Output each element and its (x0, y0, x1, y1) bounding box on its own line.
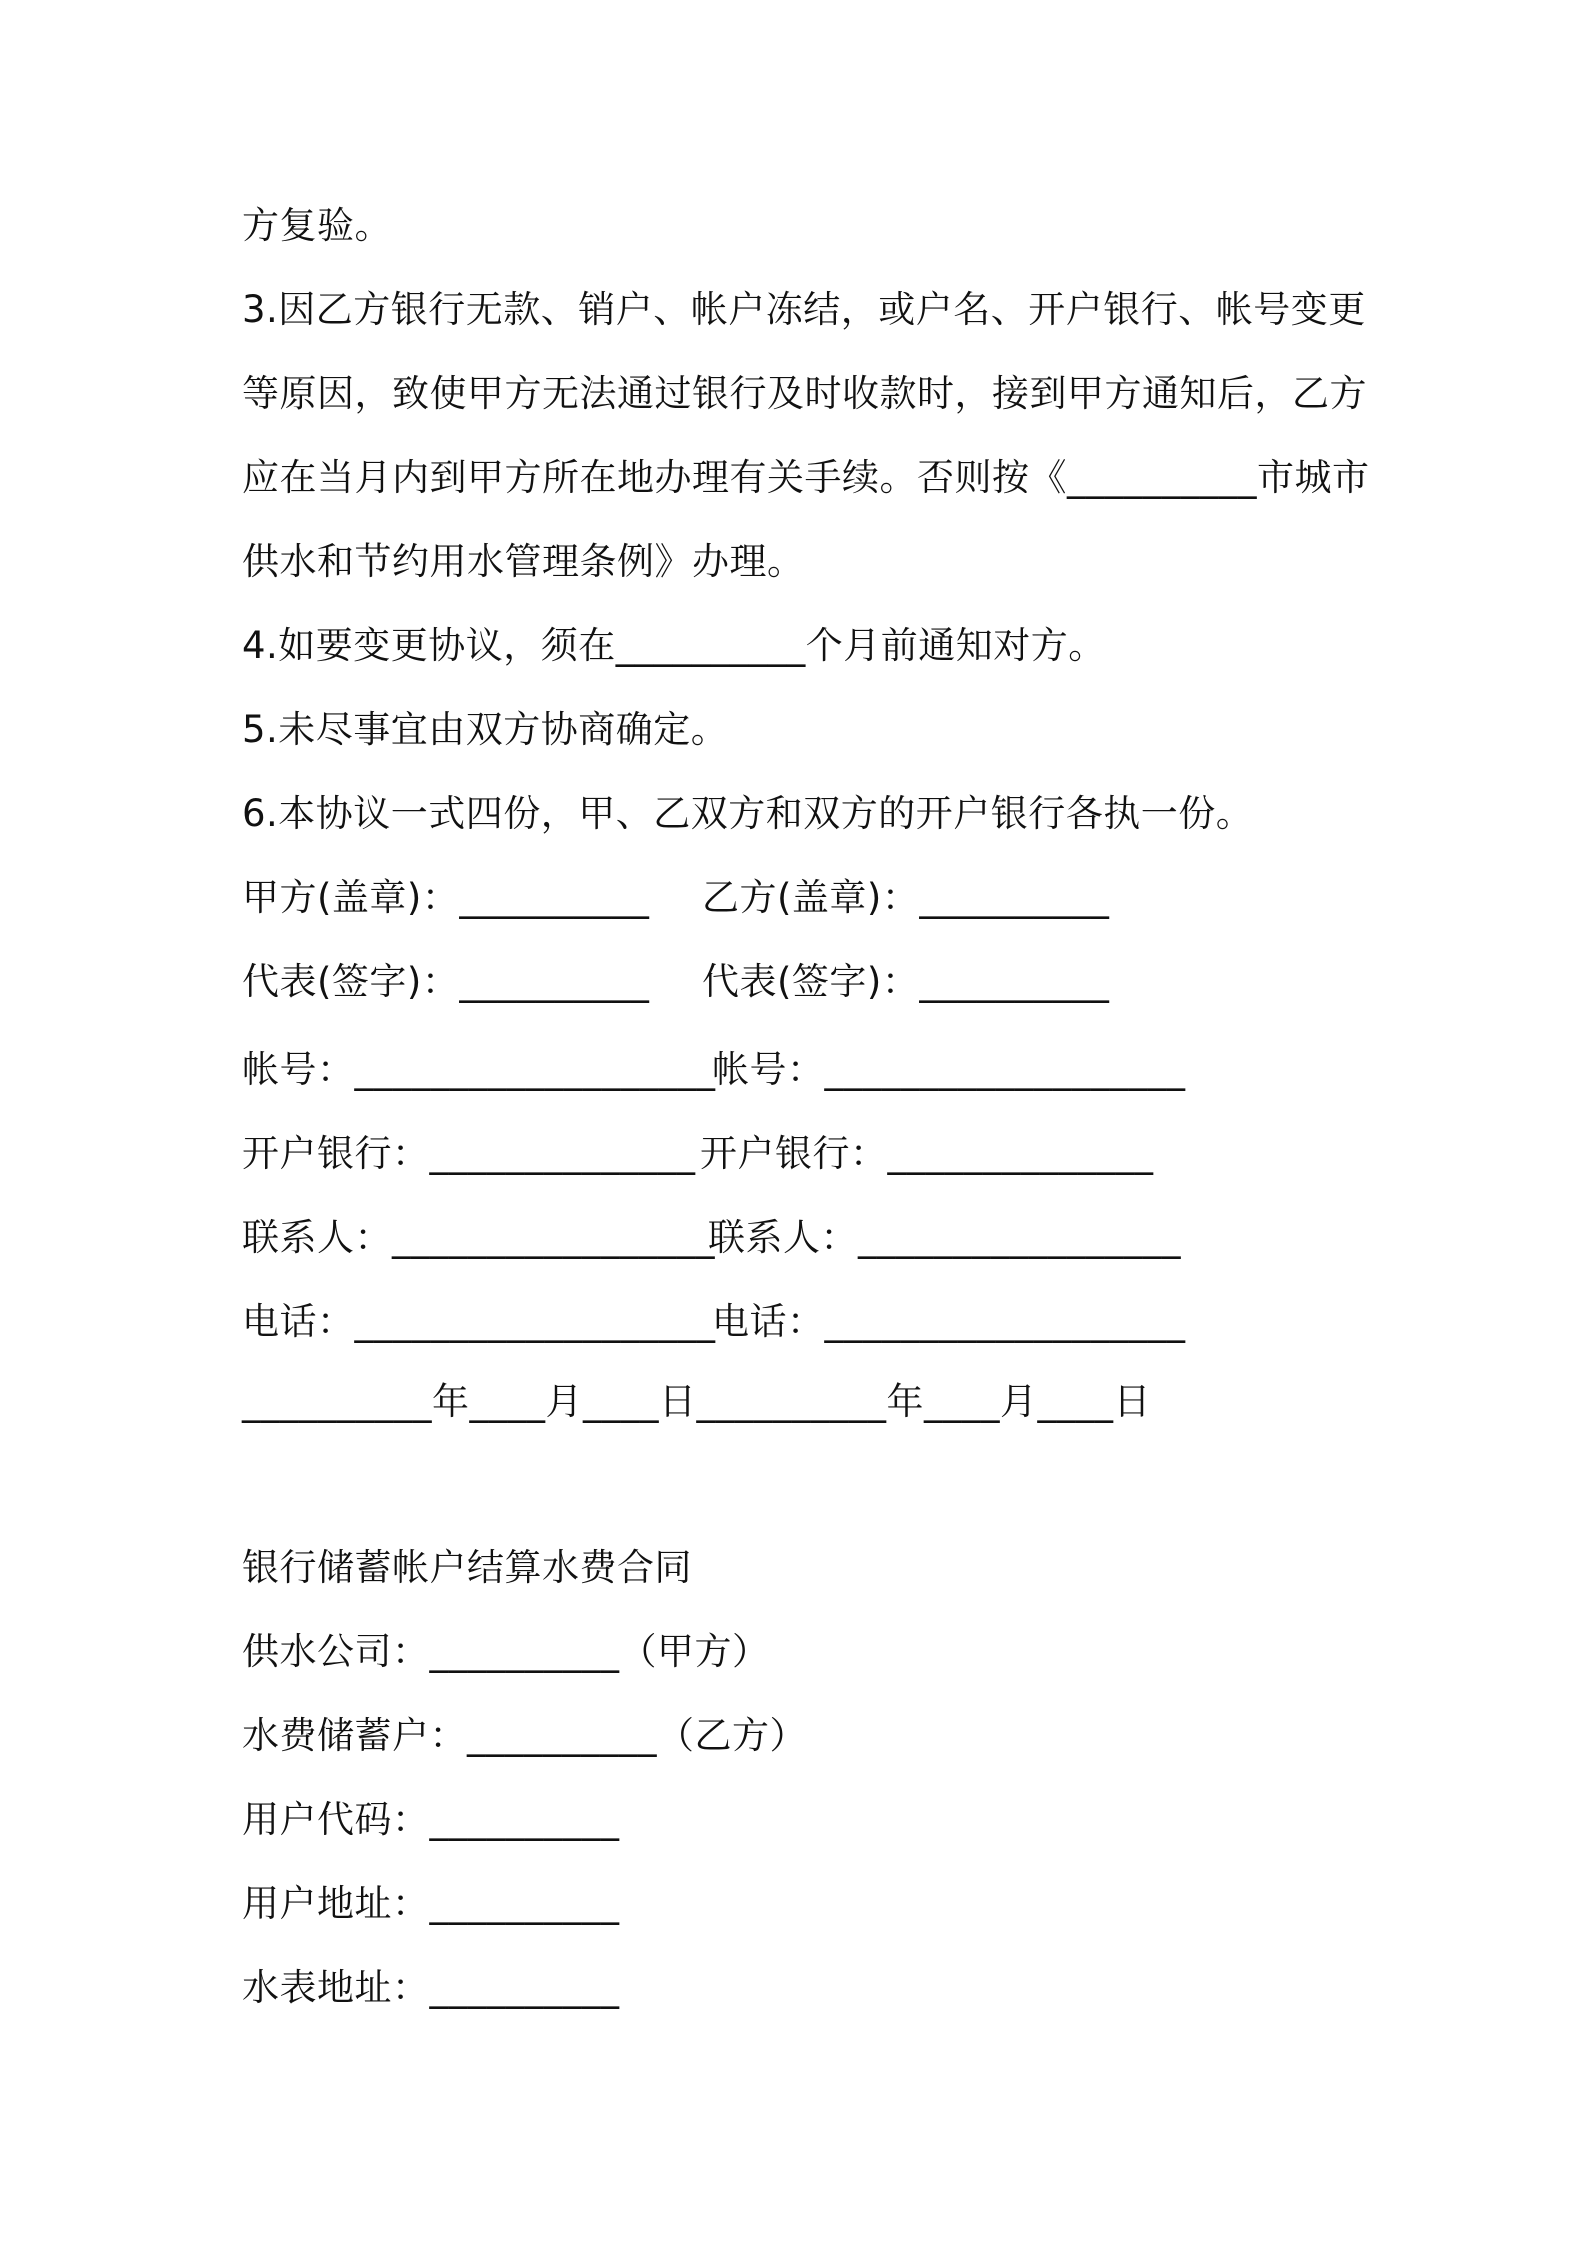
contract-title: 银行储蓄帐户结算水费合同 (242, 1546, 692, 1589)
user-code-field: 用户代码：__________ (242, 1798, 620, 1841)
paragraph-line: 等原因，致使甲方无法通过银行及时收款时，接到甲方通知后，乙方 (242, 372, 1367, 415)
party-b-contact-field: 联系人：_________________ (708, 1216, 1181, 1259)
paragraph-line: 5.未尽事宜由双方协商确定。 (242, 708, 729, 751)
party-a-contact-field: 联系人：_________________ (242, 1216, 715, 1259)
party-a-account-field: 帐号：___________________ (242, 1048, 716, 1091)
party-b-seal-field: 乙方(盖章)：__________ (702, 876, 1110, 919)
party-b-account-field: 帐号：___________________ (712, 1048, 1186, 1091)
party-b-representative-field: 代表(签字)：__________ (702, 960, 1110, 1003)
date-line: __________年____月____日__________年____月____日 (242, 1380, 1151, 1423)
paragraph-line: 方复验。 (242, 204, 392, 247)
party-b-bank-field: 开户银行：______________ (700, 1132, 1154, 1175)
paragraph-line: 6.本协议一式四份，甲、乙双方和双方的开户银行各执一份。 (242, 792, 1254, 835)
party-a-bank-field: 开户银行：______________ (242, 1132, 696, 1175)
party-a-representative-field: 代表(签字)：__________ (242, 960, 650, 1003)
paragraph-line: 4.如要变更协议，须在__________个月前通知对方。 (242, 624, 1106, 667)
party-b-phone-field: 电话：___________________ (712, 1300, 1186, 1343)
party-a-seal-field: 甲方(盖章)：__________ (242, 876, 650, 919)
paragraph-line: 应在当月内到甲方所在地办理有关手续。否则按《__________市城市 (242, 456, 1370, 499)
depositor-field: 水费储蓄户：__________（乙方） (242, 1714, 807, 1757)
paragraph-line: 供水和节约用水管理条例》办理。 (242, 540, 805, 583)
party-a-phone-field: 电话：___________________ (242, 1300, 716, 1343)
user-address-field: 用户地址：__________ (242, 1882, 620, 1925)
paragraph-line: 3.因乙方银行无款、销户、帐户冻结，或户名、开户银行、帐号变更 (242, 288, 1366, 331)
supplier-field: 供水公司：__________（甲方） (242, 1630, 770, 1673)
meter-address-field: 水表地址：__________ (242, 1966, 620, 2009)
